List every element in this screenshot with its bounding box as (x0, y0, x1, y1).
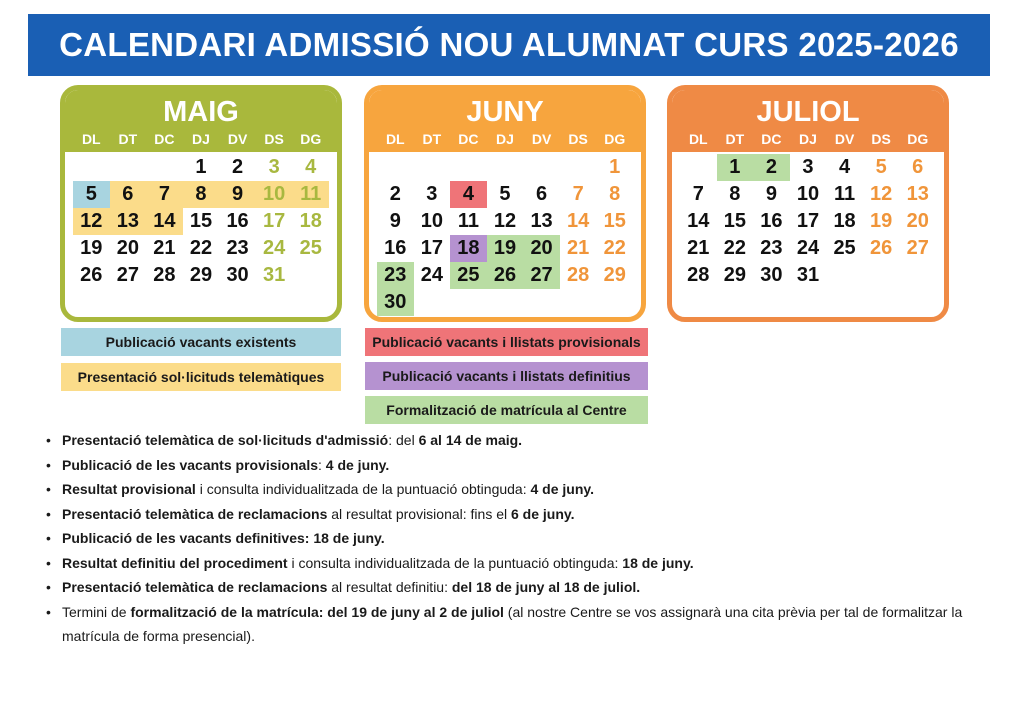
month-header (672, 90, 944, 152)
weekday-label: DJ (192, 131, 210, 147)
list-item (44, 453, 1004, 478)
calendar-day: 10 (256, 181, 293, 208)
calendar-day: 4 (305, 156, 317, 178)
list-item (44, 526, 1004, 551)
weekday-label: DC (761, 131, 782, 147)
calendar-day: 6 (912, 156, 924, 178)
empty-cell (414, 154, 451, 181)
note-text: al resultat definitiu: (327, 579, 452, 595)
weekday-row (65, 130, 337, 148)
calendar-day: 14 (687, 210, 710, 232)
note-text: Termini de (62, 603, 131, 620)
month-name: JUNY (466, 96, 544, 128)
days-grid (65, 152, 337, 289)
calendar-day: 10 (420, 210, 443, 232)
title-banner (28, 14, 990, 76)
weekday-label: DC (154, 131, 175, 147)
weekday-label: DL (688, 131, 708, 147)
calendar-day: 18 (299, 210, 322, 232)
calendar-day: 22 (603, 237, 626, 259)
calendar-june (364, 85, 646, 322)
note-text: al resultat provisional: fins el (327, 505, 511, 522)
legend-label: Publicació vacants i llistats definitius (382, 368, 631, 384)
weekday-label: DV (531, 131, 552, 147)
empty-cell (377, 154, 414, 181)
weekday-label: DT (725, 131, 745, 147)
calendar-day: 14 (146, 208, 183, 235)
empty-cell (680, 154, 717, 181)
calendar-day: 17 (796, 210, 820, 232)
calendar-day: 26 (487, 262, 524, 289)
calendar-day: 16 (226, 210, 249, 232)
weekday-label: DG (604, 131, 626, 147)
weekday-label: DG (907, 131, 929, 147)
calendar-day: 29 (189, 264, 213, 286)
calendar-day: 6 (110, 181, 147, 208)
empty-cell (450, 154, 487, 181)
note-text: (al nostre Centre se vos assignarà una cita prèvia per tal de formalitzar la matrícula de forma presencial). (62, 603, 963, 644)
calendar-day: 3 (802, 156, 814, 178)
calendar-day: 24 (796, 237, 820, 259)
calendar-day: 23 (377, 262, 414, 289)
calendar-day: 17 (263, 210, 286, 232)
calendar-day: 29 (723, 264, 746, 286)
legend-label: Formalització de matrícula al Centre (386, 402, 627, 418)
calendar-day: 12 (493, 210, 517, 232)
calendar-day: 22 (189, 237, 213, 259)
calendar-day: 13 (110, 208, 147, 235)
calendar-day: 3 (268, 156, 280, 178)
calendar-day: 21 (567, 237, 590, 259)
calendar-day: 12 (73, 208, 110, 235)
calendar-day: 6 (536, 183, 548, 205)
legend-formalitzacio-matricula (364, 395, 649, 425)
empty-cell (560, 154, 597, 181)
calendar-day: 30 (377, 289, 414, 316)
list-item (44, 575, 1004, 600)
legend-label: Publicació vacants i llistats provisionals (372, 334, 641, 350)
page-title: CALENDARI ADMISSIÓ NOU ALUMNAT CURS 2025-2026 (59, 26, 959, 63)
calendar-day: 11 (833, 183, 856, 205)
calendar-day: 9 (219, 181, 256, 208)
days-grid (369, 152, 641, 316)
empty-cell (73, 154, 110, 181)
calendar-day: 16 (760, 210, 783, 232)
calendar-day: 24 (263, 237, 286, 259)
note-bold: del 18 de juny al 18 de juliol. (451, 579, 641, 595)
note-bold: formalització de la matrícula: del 19 de juny al 2 de juliol (130, 603, 504, 620)
calendar-day: 1 (717, 154, 754, 181)
note-bold: Publicació de les vacants definitives: 18 de juny. (62, 530, 385, 546)
calendar-day: 31 (796, 264, 820, 286)
calendar-day: 1 (609, 156, 621, 178)
calendar-day: 15 (603, 210, 626, 232)
weekday-row (369, 130, 641, 148)
weekday-label: DS (264, 131, 284, 147)
calendar-day: 26 (80, 264, 103, 286)
calendar-day: 2 (232, 156, 244, 178)
calendar-day: 5 (875, 156, 887, 178)
calendar-day: 8 (183, 181, 220, 208)
calendar-day: 28 (567, 264, 590, 286)
note-text: i consulta individualitzada de la puntuació obtinguda: (195, 481, 531, 497)
legend-vacants-provisionals (364, 327, 649, 357)
calendar-day: 19 (80, 237, 103, 259)
calendar-day: 20 (906, 210, 929, 232)
note-bold: Publicació de les vacants provisionals (62, 456, 318, 473)
calendar-day: 18 (450, 235, 487, 262)
note-bold: Resultat provisional (62, 481, 196, 497)
note-bold: Presentació telemàtica de reclamacions (62, 505, 328, 522)
calendar-day: 7 (692, 183, 704, 205)
weekday-label: DC (458, 131, 479, 147)
calendar-day: 9 (389, 210, 401, 232)
calendar-july (667, 85, 949, 322)
note-bold: 18 de juny. (622, 554, 694, 571)
legend-label: Publicació vacants existents (105, 334, 297, 350)
calendar-day: 2 (389, 183, 401, 205)
calendar-day: 12 (870, 183, 893, 205)
calendar-day: 5 (73, 181, 110, 208)
calendar-day: 25 (299, 237, 322, 259)
calendar-day: 30 (760, 264, 783, 286)
month-header (65, 90, 337, 152)
calendar-day: 2 (753, 154, 790, 181)
note-bold: 4 de juny. (325, 456, 390, 473)
legend-vacants-existents (60, 327, 342, 357)
calendar-day: 28 (687, 264, 710, 286)
note-bold: 6 de juny. (511, 505, 575, 522)
empty-cell (110, 154, 147, 181)
calendar-day: 13 (530, 210, 553, 232)
legend-vacants-definitius (364, 361, 649, 391)
calendar-day: 30 (226, 264, 249, 286)
calendar-day: 23 (760, 237, 783, 259)
list-item (44, 477, 1004, 502)
month-header (369, 90, 641, 152)
weekday-label: DT (422, 131, 442, 147)
weekday-label: DS (871, 131, 891, 147)
list-item (44, 551, 1004, 576)
calendar-day: 11 (457, 210, 479, 232)
list-item (44, 502, 1004, 527)
calendar-day: 18 (833, 210, 856, 232)
calendar-day: 19 (487, 235, 524, 262)
calendar-day: 19 (870, 210, 893, 232)
weekday-label: DJ (496, 131, 514, 147)
calendar-day: 15 (189, 210, 213, 232)
calendar-day: 29 (603, 264, 626, 286)
calendar-day: 15 (723, 210, 746, 232)
calendar-day: 27 (906, 237, 929, 259)
weekday-label: DG (300, 131, 322, 147)
list-item (44, 600, 1004, 649)
note-bold: 6 al 14 de maig. (418, 432, 523, 448)
calendar-day: 20 (523, 235, 560, 262)
calendar-day: 5 (499, 183, 511, 205)
calendar-day: 8 (609, 183, 621, 205)
weekday-label: DS (568, 131, 588, 147)
calendar-day: 21 (153, 237, 176, 259)
note-bold: Presentació telemàtica de reclamacions (62, 579, 328, 595)
weekday-label: DV (834, 131, 855, 147)
calendar-day: 7 (572, 183, 584, 205)
weekday-label: DL (385, 131, 405, 147)
calendar-day: 7 (146, 181, 183, 208)
weekday-label: DJ (799, 131, 817, 147)
calendar-day: 11 (292, 181, 329, 208)
calendar-day: 17 (420, 237, 443, 259)
calendar-may (60, 85, 342, 322)
weekday-label: DV (227, 131, 248, 147)
calendar-day: 25 (833, 237, 856, 259)
calendar-day: 4 (839, 156, 851, 178)
calendar-day: 4 (450, 181, 487, 208)
empty-cell (146, 154, 183, 181)
empty-cell (523, 154, 560, 181)
calendar-day: 23 (226, 237, 249, 259)
calendar-day: 22 (723, 237, 746, 259)
calendar-day: 14 (567, 210, 590, 232)
legend-presentacio-sollicituds (60, 362, 342, 392)
note-text: : del (388, 432, 419, 448)
calendar-day: 24 (420, 264, 443, 286)
month-name: MAIG (163, 96, 239, 128)
calendar-day: 1 (195, 156, 207, 178)
note-text: i consulta individualitzada de la puntuació obtinguda: (287, 554, 623, 571)
legend-label: Presentació sol·licituds telemàtiques (77, 369, 325, 385)
calendar-day: 28 (153, 264, 176, 286)
calendar-day: 20 (116, 237, 139, 259)
note-bold: Resultat definitiu del procediment (62, 554, 288, 571)
calendar-day: 21 (687, 237, 710, 259)
list-item (44, 428, 1004, 453)
month-name: JULIOL (756, 96, 860, 128)
weekday-label: DT (118, 131, 138, 147)
calendar-day: 26 (870, 237, 893, 259)
note-text: : (318, 456, 326, 473)
empty-cell (487, 154, 524, 181)
weekday-row (672, 130, 944, 148)
calendar-day: 27 (116, 264, 139, 286)
calendar-day: 13 (906, 183, 929, 205)
note-bold: 4 de juny. (530, 481, 595, 497)
calendar-day: 16 (384, 237, 407, 259)
deadline-list (44, 428, 1004, 649)
weekday-label: DL (81, 131, 101, 147)
calendar-day: 9 (765, 183, 777, 205)
calendar-day: 27 (523, 262, 560, 289)
calendar-day: 10 (796, 183, 820, 205)
days-grid (672, 152, 944, 289)
calendar-day: 25 (450, 262, 487, 289)
calendar-day: 3 (426, 183, 438, 205)
calendar-day: 31 (263, 264, 286, 286)
calendar-day: 8 (729, 183, 741, 205)
note-bold: Presentació telemàtica de sol·licituds d'admissió (62, 432, 389, 448)
